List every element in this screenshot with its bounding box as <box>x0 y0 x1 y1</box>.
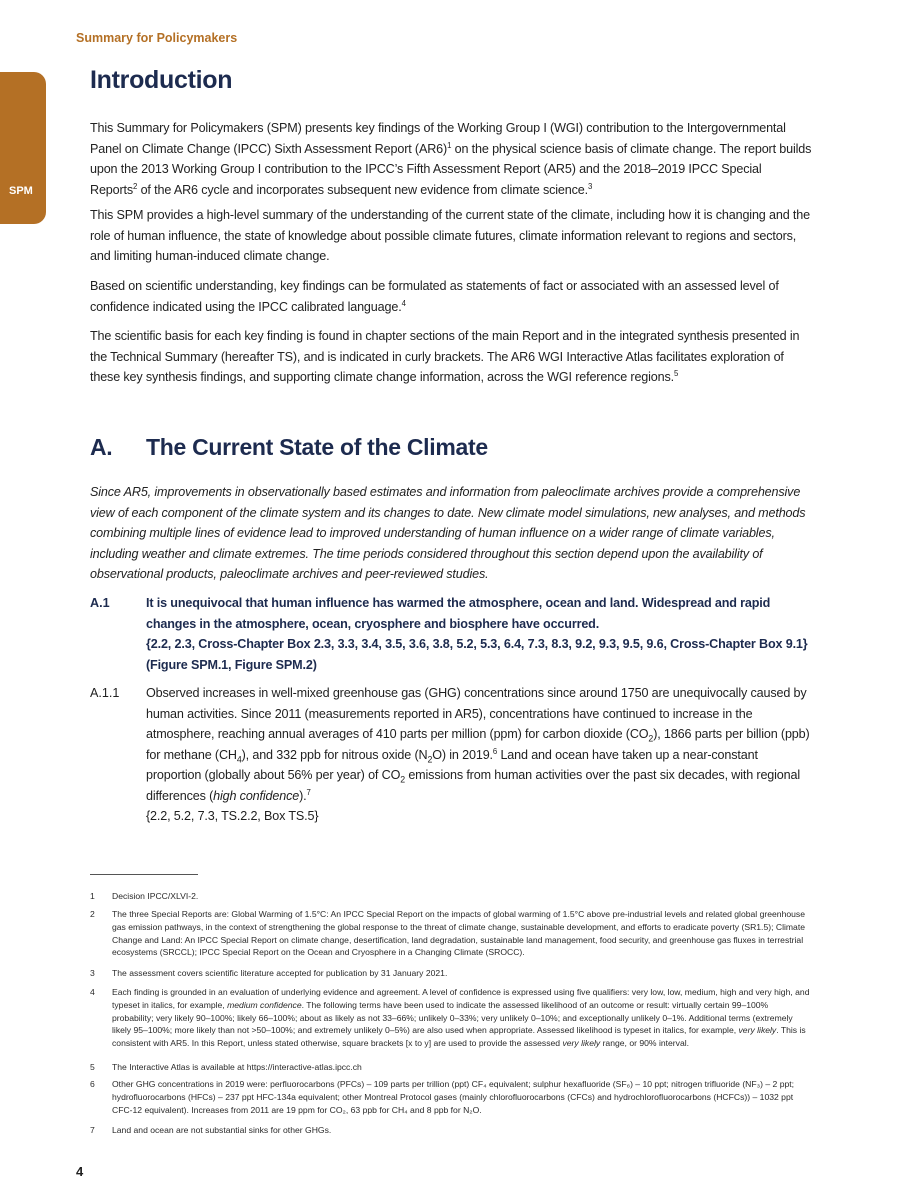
running-header: Summary for Policymakers <box>76 31 238 45</box>
intro-paragraph-2: This SPM provides a high-level summary of the understanding of the current state of the climate, including how it is changing and the role of human influence, the state of knowledge about possible climate futures, climate information relevant to regions and sectors, and limiting human-induced climate change. <box>90 208 810 263</box>
finding-a1-references: {2.2, 2.3, Cross-Chapter Box 2.3, 3.3, 3.4, 3.5, 3.6, 3.8, 5.2, 5.3, 6.4, 7.3, 8.3, 9.2, 9.3, 9.5, 9.6, Cross-Chapter Box 9.1} (Figure SPM.1, Figure SPM.2) <box>146 637 808 672</box>
footnote-ref-4: 4 <box>401 298 406 308</box>
introduction-heading: Introduction <box>90 66 233 94</box>
footnote-ref-3: 3 <box>587 181 593 191</box>
section-a-heading <box>90 434 488 461</box>
intro-paragraph-4: The scientific basis for each key finding is found in chapter sections of the main Report and in the integrated synthesis presented in the Technical Summary (hereafter TS), and is indicated in curly brackets. The AR6 WGI Interactive Atlas facilitates exploration of these key synthesis findings, and supporting climate change information, across the WGI reference regions.$^5$ <box>90 329 800 384</box>
footnote-1: 1 Decision IPCC/XLVI-2. <box>90 891 199 901</box>
footnote-divider <box>90 874 198 875</box>
footnote-ref-5: 5 <box>674 368 679 378</box>
spm-side-tab-label: SPM <box>9 185 33 197</box>
footnote-3: 3 The assessment covers scientific literature accepted for publication by 31 January 2021. <box>90 968 448 978</box>
intro-paragraph-3: Based on scientific understanding, key findings can be formulated as statements of fact or associated with an assessed level of confidence indicated using the IPCC calibrated language.$^4$ <box>90 279 779 314</box>
spm-side-tab <box>0 72 46 224</box>
footnote-4: 4 Each finding is grounded in an evaluation of underlying evidence and agreement. A level of confidence is expressed using five qualifiers: very low, low, medium, high and very high, and typeset in italics, for example, medium confidence. The following terms have been used to indicate the assessed likelihood of an outcome or result: virtually certain 99–100% probability; very likely 90–100%; likely 66–100%; about as likely as not 33–66%; unlikely 0–33%; very unlikely 0–10%; and exceptionally unlikely 0–1%. Additional terms (extremely likely 95–100%; more likely than not >50–100%; and extremely unlikely 0–5%) are also used when appropriate. Assessed likelihood is typeset in italics, for example, very likely. This is consistent with AR5. In this Report, unless stated otherwise, square brackets [x to y] are used to provide the assessed very likely range, or 90% interval. <box>90 987 810 1049</box>
section-a-title: The Current State of the Climate <box>146 434 488 460</box>
footnote-6: 6 Other GHG concentrations in 2019 were: perfluorocarbons (PFCs) – 109 parts per trillion (ppt) CF₄ equivalent; sulphur hexafluoride (SF₆) – 10 ppt; nitrogen trifluoride (NF₃) – 2 ppt; hydrofluorocarbons (HFCs) – 237 ppt HFC-134a equivalent; other Montreal Protocol gases (mainly chlorofluorocarbons (CFCs) and hydrochlorofluorocarbons (HCFCs)) – 1032 ppt CFC-12 equivalent). Increases from 2011 are 19 ppm for CO₂, 63 ppb for CH₄ and 8 ppb for N₂O. <box>90 1079 795 1115</box>
finding-a11-text: Observed increases in well-mixed greenhouse gas (GHG) concentrations since around 1750 are unequivocally caused by human activities. Since 2011 (measurements reported in AR5), concentrations have continued to increase in the atmosphere, reaching annual averages of 410 parts per million (ppm) for carbon dioxide $(CO_2)$, 1866 parts per billion (ppb) for methane $(CH_4)$, and 332 ppb for nitrous oxide $(N_2O)$ in 2019.$^6$ Land and ocean have taken up a near-constant proportion (globally about 56% per year) of $CO_2$ emissions from human activities over the past six decades, with regional differences (high confidence).$^7$ {2.2, 5.2, 7.3, TS.2.2, Box TS.5} <box>146 686 810 823</box>
footnote-2: 2 The three Special Reports are: Global Warming of 1.5°C: An IPCC Special Report on the impacts of global warming of 1.5°C above pre-industrial levels and related global greenhouse gas emission pathways, in the context of strengthening the global response to the threat of climate change, sustainable development, and efforts to eradicate poverty (SR1.5); Climate Change and Land: An IPCC Special Report on climate change, desertification, land degradation, sustainable land management, food security, and greenhouse gas fluxes in terrestrial ecosystems (SRCCL); IPCC Special Report on the Ocean and Cryosphere in a Changing Climate (SROCC). <box>90 909 805 958</box>
page-number: 4 <box>76 1164 84 1179</box>
footnote-7: 7 Land and ocean are not substantial sinks for other GHGs. <box>90 1125 332 1135</box>
footnote-ref-2: 2 <box>133 181 138 191</box>
footnote-ref-1: 1 <box>447 140 452 150</box>
finding-a1-number: A.1 <box>90 596 110 610</box>
section-a-lead-paragraph: Since AR5, improvements in observationally based estimates and information from paleoclimate archives provide a comprehensive view of each component of the climate system and its changes to date. New climate model simulations, new analyses, and methods combining multiple lines of evidence lead to improved understanding of human influence on a wider range of climate variables, including weather and climate extremes. The time periods considered throughout this section depend upon the availability of observational products, paleoclimate archives and peer-reviewed studies. <box>90 485 806 581</box>
footnote-5: 5 The Interactive Atlas is available at https://interactive-atlas.ipcc.ch <box>90 1062 362 1072</box>
finding-a11-references: {2.2, 5.2, 7.3, TS.2.2, Box TS.5} <box>146 809 319 823</box>
footnote-ref-7: 7 <box>306 787 311 797</box>
finding-a1-statement: It is unequivocal that human influence has warmed the atmosphere, ocean and land. Widespread and rapid changes in the atmosphere, ocean, cryosphere and biosphere have occurred. {2.2, 2.3, Cross-Chapter Box 2.3, 3.3, 3.4, 3.5, 3.6, 3.8, 5.2, 5.3, 6.4, 7.3, 8.3, 9.2, 9.3, 9.5, 9.6, Cross-Chapter Box 9.1} (Figure SPM.1, Figure SPM.2) <box>146 596 808 672</box>
footnote-ref-6: 6 <box>492 746 498 756</box>
finding-a11-number: A.1.1 <box>90 686 120 700</box>
intro-paragraph-1: This Summary for Policymakers (SPM) presents key findings of the Working Group I (WGI) contribution to the Intergovernmental Panel on Climate Change (IPCC) Sixth Assessment Report $(AR6)^1$ on the physical science basis of climate change. The report builds upon the 2013 Working Group I contribution to the IPCC’s Fifth Assessment Report (AR5) and the 2018–2019 IPCC Special Reports$^2$ of the AR6 cycle and incorporates subsequent new evidence from climate science.$^3$ <box>90 121 812 197</box>
section-a-number: A. <box>90 434 113 460</box>
